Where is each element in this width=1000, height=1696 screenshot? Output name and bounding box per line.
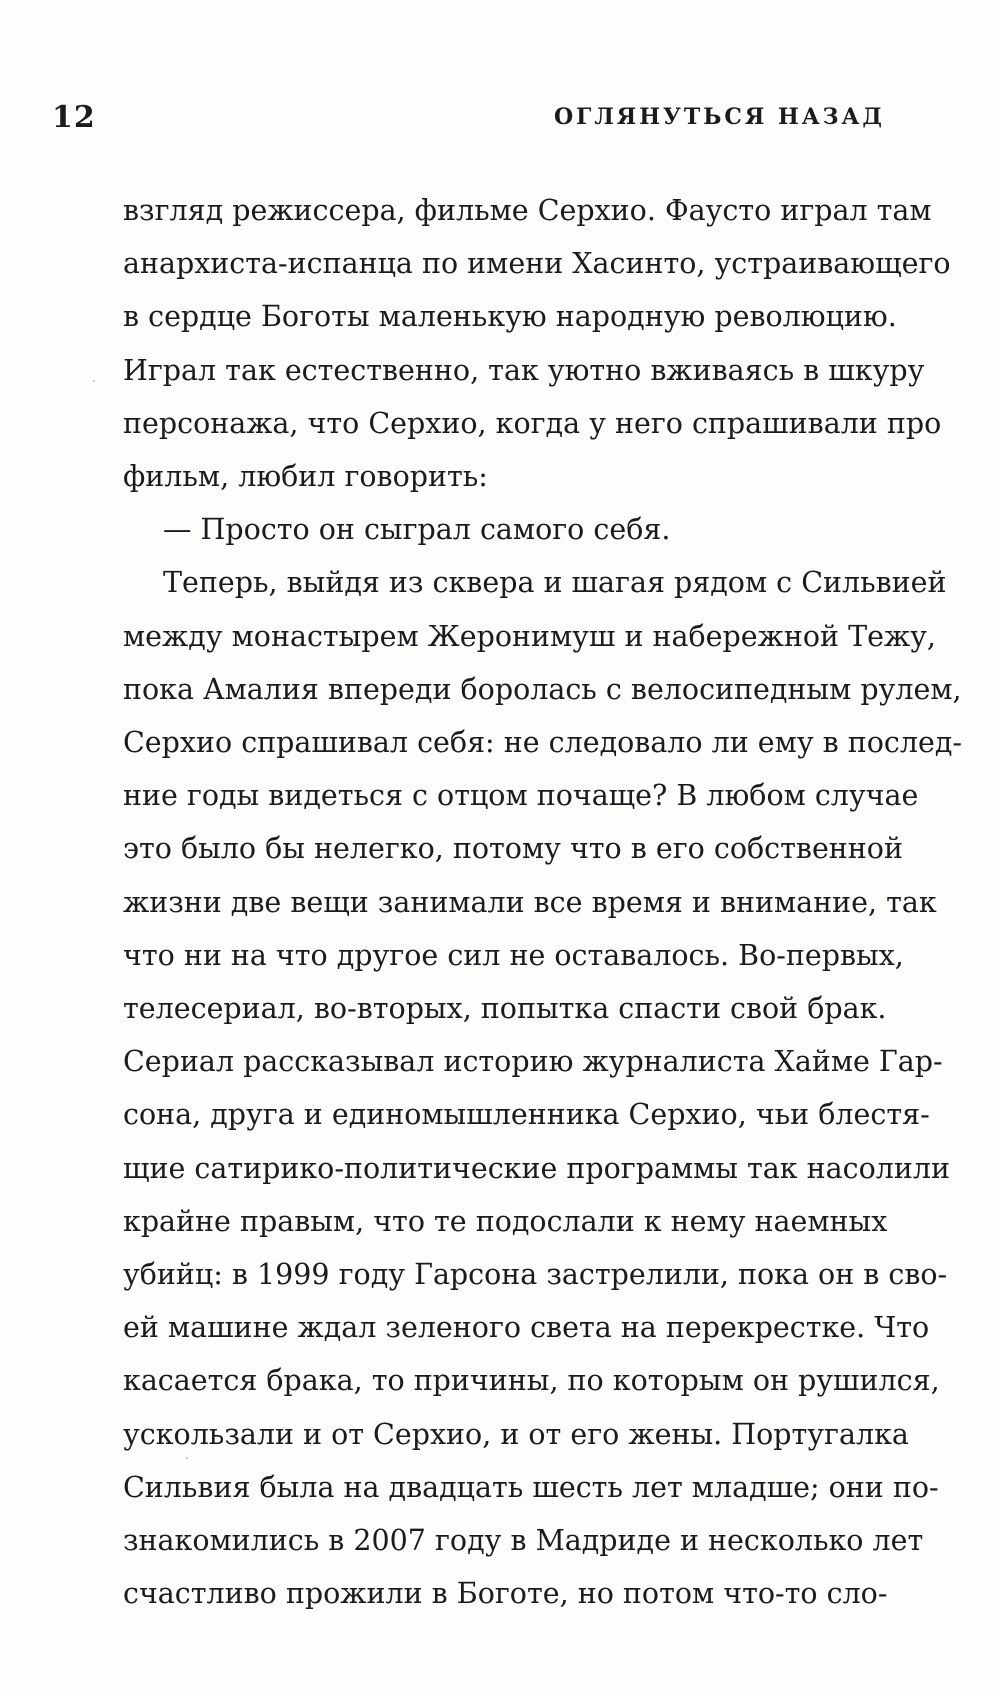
text-line: пока Амалия впереди боролась с велосипедным рулем, <box>123 672 962 706</box>
paper-speck <box>93 380 95 382</box>
text-line: Сериал рассказывал историю журналиста Хайме Гар- <box>123 1045 943 1079</box>
text-line: Сильвия была на двадцать шесть лет младше; они по- <box>123 1470 939 1504</box>
text-line: убийц: в 1999 году Гарсона застрелили, пока он в сво- <box>123 1258 948 1292</box>
text-line: счастливо прожили в Боготе, но потом что-то сло- <box>123 1577 888 1611</box>
text-line: телесериал, во-вторых, попытка спасти свой брак. <box>123 992 887 1026</box>
text-line: жизни две вещи занимали все время и внимание, так <box>123 885 937 919</box>
body-text <box>123 184 963 1620</box>
text-line: сона, друга и единомышленника Серхио, чьи блестя- <box>123 1098 930 1132</box>
text-line: Теперь, выйдя из сквера и шагая рядом с Сильвией <box>163 566 947 600</box>
running-head: ОГЛЯНУТЬСЯ НАЗАД <box>554 104 885 130</box>
paper-speck <box>186 1457 188 1459</box>
text-line: щие сатирико-политические программы так насолили <box>123 1151 950 1185</box>
text-line: знакомились в 2007 году в Мадриде и несколько лет <box>123 1524 924 1558</box>
text-line: крайне правым, что те подослали к нему наемных <box>123 1204 888 1238</box>
text-line: персонажа, что Серхио, когда у него спрашивали про <box>123 406 942 440</box>
text-line: Серхио спрашивал себя: не следовало ли ему в послед- <box>123 726 963 760</box>
text-line: взгляд режиссера, фильме Серхио. Фаусто играл там <box>123 194 932 227</box>
text-line: фильм, любил говорить: <box>123 460 488 494</box>
text-line: это было бы нелегко, потому что в его собственной <box>123 832 903 866</box>
text-line: что ни на что другое сил не оставалось. Во-первых, <box>123 938 904 972</box>
text-line: касается брака, то причины, по которым он рушился, <box>123 1364 940 1398</box>
text-line: ускользали и от Серхио, и от его жены. Португалка <box>123 1417 909 1451</box>
text-line: Играл так естественно, так уютно вживаясь в шкуру <box>123 353 925 387</box>
text-line: в сердце Боготы маленькую народную революцию. <box>123 300 897 334</box>
text-line: анархиста-испанца по имени Хасинто, устраивающего <box>123 247 951 281</box>
page-number: 12 <box>52 100 96 135</box>
text-line: ние годы видеться с отцом почаще? В любом случае <box>123 779 919 813</box>
text-line: ей машине ждал зеленого света на перекрестке. Что <box>123 1311 930 1345</box>
text-line: между монастырем Жеронимуш и набережной Тежу, <box>123 619 936 653</box>
dialogue-line: — Просто он сыграл самого себя. <box>163 513 671 547</box>
